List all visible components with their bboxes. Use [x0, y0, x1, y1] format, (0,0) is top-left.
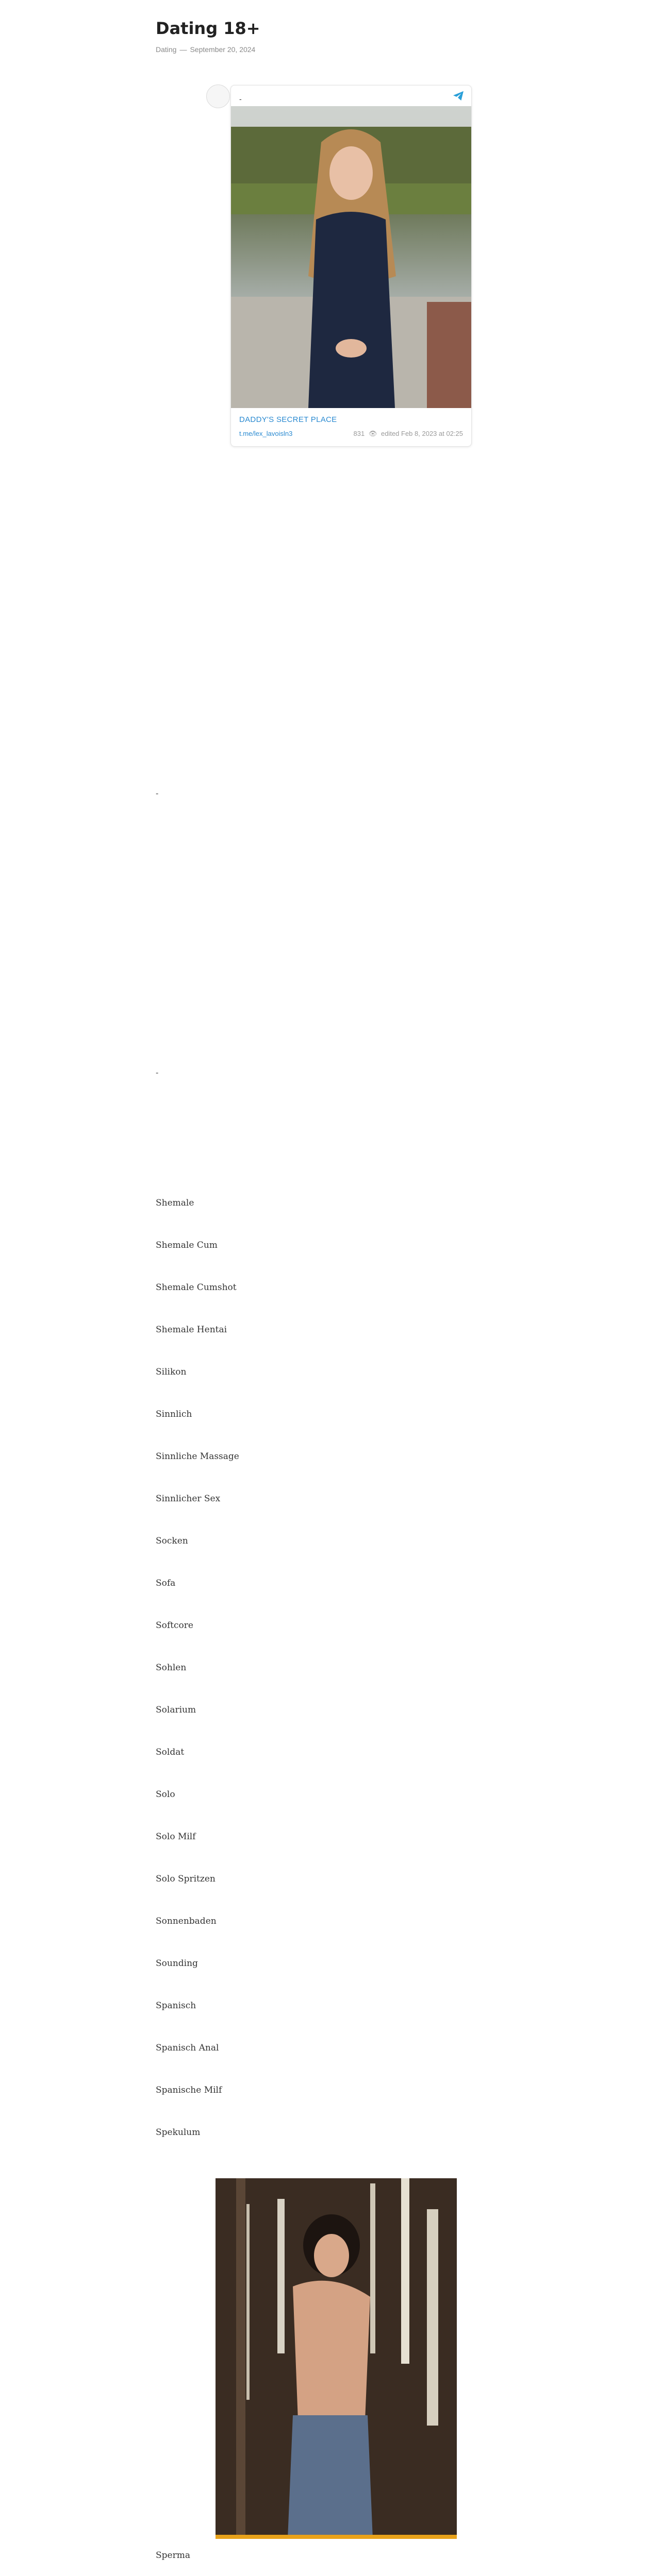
tag-link[interactable]: Shemale Hentai	[156, 1325, 227, 1335]
tag-link[interactable]: Sinnlich	[156, 1409, 192, 1419]
post-photo[interactable]	[231, 106, 471, 408]
tag-link[interactable]: Spanisch	[156, 2001, 196, 2011]
tag-link[interactable]: Soldat	[156, 1747, 185, 1757]
tag-link[interactable]: Socken	[156, 1536, 188, 1546]
edited-timestamp: edited Feb 8, 2023 at 02:25	[380, 430, 463, 437]
channel-link[interactable]: t.me/lex_lavoisln3	[239, 430, 293, 437]
tag-link[interactable]: Sperma	[156, 2550, 190, 2561]
tag-link[interactable]: Shemale Cum	[156, 1240, 218, 1250]
telegram-embed-header	[231, 86, 471, 106]
tag-link[interactable]: Spekulum	[156, 2127, 201, 2138]
tag-link[interactable]: Solarium	[156, 1705, 196, 1715]
post-author[interactable]: Dating	[156, 45, 177, 54]
tag-link[interactable]: Solo Spritzen	[156, 1874, 216, 1884]
tag-link[interactable]: Sonnenbaden	[156, 1916, 217, 1926]
tag-link[interactable]: Sofa	[156, 1578, 176, 1588]
tag-link[interactable]: Spanische Milf	[156, 2085, 222, 2095]
eye-icon: 👁	[368, 430, 377, 437]
channel-name[interactable]: DADDY'S SECRET PLACE	[239, 415, 337, 424]
telegram-header-text: -	[239, 95, 242, 103]
meta-separator: —	[179, 45, 187, 54]
tag-link[interactable]: Softcore	[156, 1620, 193, 1631]
channel-avatar[interactable]	[206, 84, 230, 108]
telegram-embed-footer	[239, 430, 463, 437]
tag-link[interactable]: Sinnlicher Sex	[156, 1494, 221, 1504]
tag-link[interactable]: Solo	[156, 1789, 175, 1800]
post-date: September 20, 2024	[190, 45, 256, 54]
content-photo[interactable]	[216, 2178, 457, 2539]
page-title: Dating 18+	[156, 19, 260, 38]
separator-text: -	[156, 1069, 159, 1077]
telegram-embed-card	[230, 85, 472, 447]
view-count: 831	[353, 430, 365, 437]
post-stats	[354, 430, 463, 438]
tag-link[interactable]: Sounding	[156, 1958, 198, 1969]
tag-link[interactable]: Sohlen	[156, 1663, 187, 1673]
tag-link[interactable]: Shemale	[156, 1198, 194, 1208]
tag-link[interactable]: Sinnliche Massage	[156, 1451, 239, 1462]
tag-link[interactable]: Silikon	[156, 1367, 187, 1377]
telegram-send-icon[interactable]	[453, 91, 464, 101]
separator-text: -	[156, 789, 159, 798]
tag-link[interactable]: Spanisch Anal	[156, 2043, 219, 2053]
tag-link[interactable]: Solo Milf	[156, 1832, 196, 1842]
post-meta	[156, 45, 255, 54]
tag-link[interactable]: Shemale Cumshot	[156, 1282, 237, 1293]
